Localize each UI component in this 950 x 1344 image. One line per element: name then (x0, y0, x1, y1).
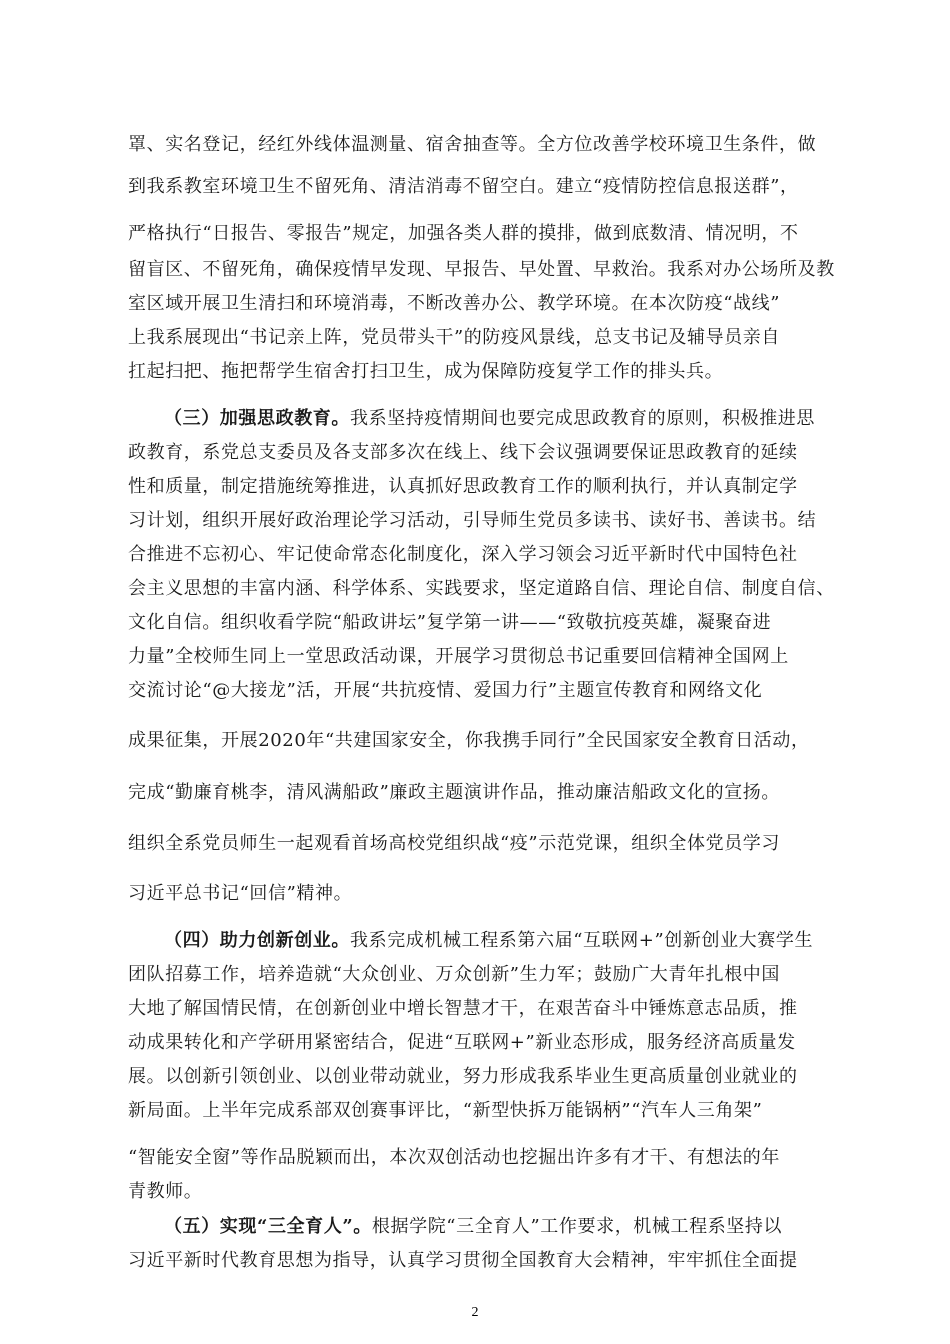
paragraph-line: 新局面。上半年完成系部双创赛事评比，“新型快拆万能锅柄”“汽车人三角架” (128, 1100, 763, 1121)
paragraph-line: 习近平总书记“回信”精神。 (128, 883, 353, 904)
paragraph-line: 上我系展现出“书记亲上阵，党员带头干”的防疫风景线，总支书记及辅导员亲自 (128, 327, 781, 348)
paragraph-line: 力量”全校师生同上一堂思政活动课，开展学习贯彻总书记重要回信精神全国网上 (128, 646, 789, 667)
paragraph-line: 留盲区、不留死角，确保疫情早发现、早报告、早处置、早救治。我系对办公场所及教 (128, 259, 835, 280)
paragraph-line: 成果征集，开展2020年“共建国家安全，你我携手同行”全民国家安全教育日活动， (128, 730, 810, 751)
paragraph-line: 合推进不忘初心、牢记使命常态化制度化，深入学习领会习近平新时代中国特色社 (128, 544, 798, 565)
paragraph-line: 文化自信。组织收看学院“船政讲坛”复学第一讲——“致敬抗疫英雄，凝聚奋进 (128, 612, 772, 633)
paragraph-line: （四）助力创新创业。我系完成机械工程系第六届“互联网+”创新创业大赛学生 (164, 930, 814, 951)
paragraph-line: 展。以创新引领创业、以创业带动就业，努力形成我系毕业生更高质量创业就业的 (128, 1066, 798, 1087)
section-heading: （五）实现“三全育人”。 (164, 1216, 372, 1237)
paragraph-line: 组织全系党员师生一起观看首场高校党组织战“疫”示范党课，组织全体党员学习 (128, 833, 781, 854)
paragraph-line: 扛起扫把、拖把帮学生宿舍打扫卫生，成为保障防疫复学工作的排头兵。 (128, 361, 724, 382)
paragraph-line: 团队招募工作，培养造就“大众创业、万众创新”生力军；鼓励广大青年扎根中国 (128, 964, 781, 985)
section-heading: （四）助力创新创业。 (164, 930, 350, 951)
section-heading: （三）加强思政教育。 (164, 408, 350, 429)
paragraph-line: 罩、实名登记，经红外线体温测量、宿舍抽查等。全方位改善学校环境卫生条件，做 (128, 134, 817, 155)
paragraph-line: 性和质量，制定措施统筹推进，认真抓好思政教育工作的顺利执行，并认真制定学 (128, 476, 798, 497)
paragraph-line: 大地了解国情民情，在创新创业中增长智慧才干，在艰苦奋斗中锤炼意志品质，推 (128, 998, 798, 1019)
paragraph-line: 青教师。 (128, 1181, 203, 1202)
paragraph-line: （三）加强思政教育。我系坚持疫情期间也要完成思政教育的原则，积极推进思 (164, 408, 815, 429)
paragraph-line: 完成“勤廉育桃李，清风满船政”廉政主题演讲作品，推动廉洁船政文化的宣扬。 (128, 782, 781, 803)
paragraph-line: 到我系教室环境卫生不留死角、清洁消毒不留空白。建立“疫情防控信息报送群”， (128, 176, 799, 197)
paragraph-line: 动成果转化和产学研用紧密结合，促进“互联网+”新业态形成，服务经济高质量发 (128, 1032, 796, 1053)
paragraph-line: 室区域开展卫生清扫和环境消毒，不断改善办公、教学环境。在本次防疫“战线” (128, 293, 781, 314)
paragraph-line: 习近平新时代教育思想为指导，认真学习贯彻全国教育大会精神，牢牢抓住全面提 (128, 1250, 798, 1271)
page-number: 2 (471, 1305, 479, 1320)
paragraph-line: 会主义思想的丰富内涵、科学体系、实践要求，坚定道路自信、理论自信、制度自信、 (128, 578, 835, 599)
paragraph-line: 政教育，系党总支委员及各支部多次在线上、线下会议强调要保证思政教育的延续 (128, 442, 798, 463)
paragraph-line: “智能安全窗”等作品脱颖而出，本次双创活动也挖掘出许多有才干、有想法的年 (128, 1147, 781, 1168)
paragraph-line: （五）实现“三全育人”。根据学院“三全育人”工作要求，机械工程系坚持以 (164, 1216, 783, 1237)
paragraph-line: 严格执行“日报告、零报告”规定，加强各类人群的摸排，做到底数清、情况明，不 (128, 223, 799, 244)
paragraph-line: 交流讨论“@大接龙”活，开展“共抗疫情、爱国力行”主题宣传教育和网络文化 (128, 680, 763, 701)
paragraph-line: 习计划，组织开展好政治理论学习活动，引导师生党员多读书、读好书、善读书。结 (128, 510, 817, 531)
